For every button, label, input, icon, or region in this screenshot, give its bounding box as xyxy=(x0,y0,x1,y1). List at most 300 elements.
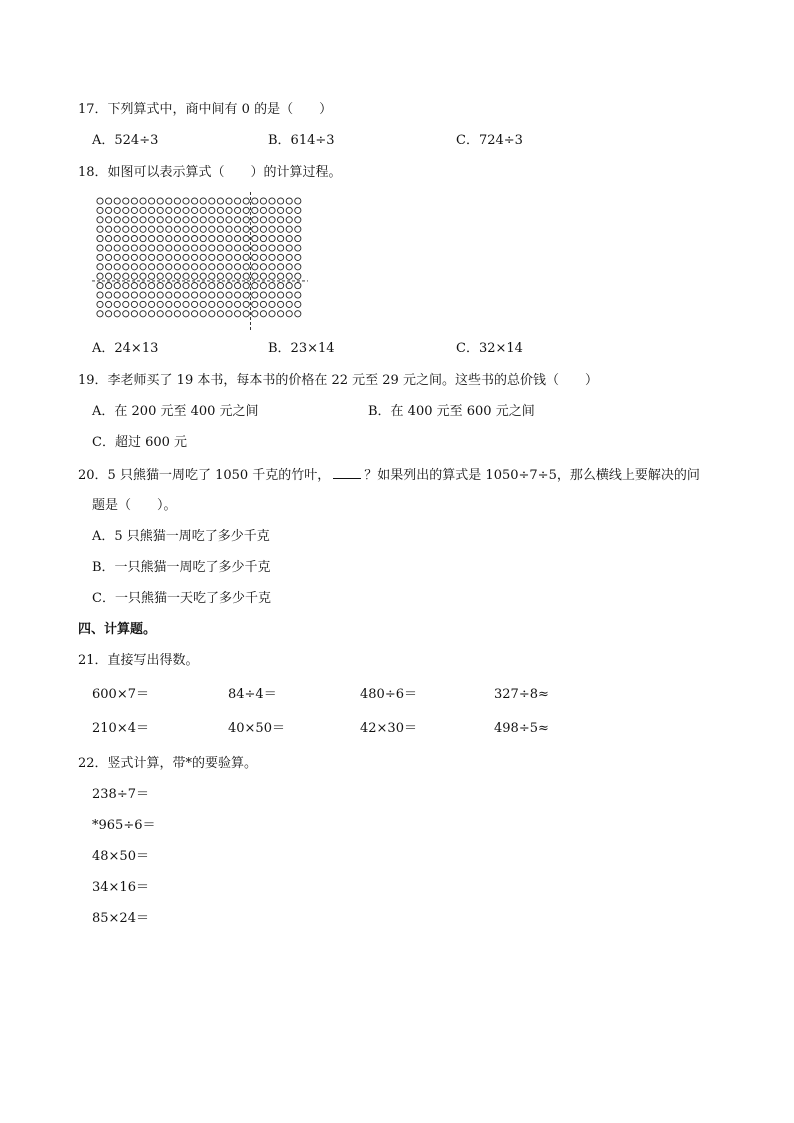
grid-dot xyxy=(114,198,120,204)
grid-dot xyxy=(166,292,172,298)
grid-dot xyxy=(295,311,301,317)
grid-dot xyxy=(260,226,266,232)
grid-dot xyxy=(174,236,180,242)
grid-dot xyxy=(149,207,155,213)
grid-dot xyxy=(278,245,284,251)
grid-dot xyxy=(235,254,241,260)
grid-dot xyxy=(183,207,189,213)
grid-dot xyxy=(157,254,163,260)
grid-dot xyxy=(97,207,103,213)
grid-dot xyxy=(278,264,284,270)
grid-dot xyxy=(278,207,284,213)
grid-dot xyxy=(106,217,112,223)
grid-dot xyxy=(140,254,146,260)
grid-dot xyxy=(174,254,180,260)
grid-dot xyxy=(106,236,112,242)
grid-dot xyxy=(252,311,258,317)
grid-dot xyxy=(131,264,137,270)
grid-dot xyxy=(192,292,198,298)
grid-dot xyxy=(140,217,146,223)
grid-dot xyxy=(269,264,275,270)
grid-dot xyxy=(217,236,223,242)
grid-dot xyxy=(226,217,232,223)
grid-dot xyxy=(286,226,292,232)
grid-dot xyxy=(140,292,146,298)
grid-dot xyxy=(226,273,232,279)
grid-dot xyxy=(252,254,258,260)
grid-dot xyxy=(269,217,275,223)
q20-option-b: B．一只熊猫一周吃了多少千克 xyxy=(92,560,271,575)
q22-item-4: 34×16＝ xyxy=(92,880,149,895)
grid-dot xyxy=(243,292,249,298)
grid-dot xyxy=(174,226,180,232)
grid-dot xyxy=(106,264,112,270)
q18-stem: 18．如图可以表示算式（ ）的计算过程。 xyxy=(78,165,342,180)
grid-dot xyxy=(286,283,292,289)
grid-dot xyxy=(252,283,258,289)
grid-dot xyxy=(252,217,258,223)
grid-dot xyxy=(217,273,223,279)
grid-dot xyxy=(183,301,189,307)
grid-dot xyxy=(295,273,301,279)
q20-stem-line1 xyxy=(78,466,700,485)
grid-dot xyxy=(252,245,258,251)
grid-dot xyxy=(226,245,232,251)
grid-dot xyxy=(123,301,129,307)
grid-dot xyxy=(149,264,155,270)
grid-dot xyxy=(114,311,120,317)
grid-dot xyxy=(123,245,129,251)
grid-dot xyxy=(192,198,198,204)
grid-dot xyxy=(286,245,292,251)
q21-r1-item-4: 327÷8≈ xyxy=(494,687,549,702)
grid-dot xyxy=(174,264,180,270)
grid-dot xyxy=(192,301,198,307)
grid-dot xyxy=(157,283,163,289)
q20-stem-part1: 20．5 只熊猫一周吃了 1050 千克的竹叶， xyxy=(78,468,331,483)
q17-option-c: C．724÷3 xyxy=(456,133,523,148)
grid-dot xyxy=(235,217,241,223)
grid-dot xyxy=(97,283,103,289)
grid-dot xyxy=(166,245,172,251)
grid-dot xyxy=(174,273,180,279)
grid-dot xyxy=(174,292,180,298)
grid-dot xyxy=(235,283,241,289)
q21-r2-item-2: 40×50＝ xyxy=(228,721,285,736)
grid-dot xyxy=(286,264,292,270)
grid-dot xyxy=(243,198,249,204)
grid-dot xyxy=(114,264,120,270)
grid-dot xyxy=(260,283,266,289)
grid-dot xyxy=(123,283,129,289)
grid-dot xyxy=(106,207,112,213)
grid-dot xyxy=(235,311,241,317)
grid-dot xyxy=(252,198,258,204)
grid-dot xyxy=(123,273,129,279)
grid-dot xyxy=(209,245,215,251)
grid-dot xyxy=(157,311,163,317)
grid-dot xyxy=(235,198,241,204)
grid-dot xyxy=(243,226,249,232)
grid-dot xyxy=(278,254,284,260)
grid-dot xyxy=(286,301,292,307)
grid-dot xyxy=(217,245,223,251)
grid-dot xyxy=(286,311,292,317)
grid-dot xyxy=(123,311,129,317)
grid-dot xyxy=(260,245,266,251)
grid-dot xyxy=(217,264,223,270)
grid-dot xyxy=(192,207,198,213)
grid-dot xyxy=(149,273,155,279)
grid-dot xyxy=(217,198,223,204)
grid-dot xyxy=(278,226,284,232)
grid-dot xyxy=(131,254,137,260)
grid-dot xyxy=(278,292,284,298)
grid-dot xyxy=(183,198,189,204)
grid-dot xyxy=(278,301,284,307)
grid-dot xyxy=(200,198,206,204)
grid-dot xyxy=(123,198,129,204)
grid-dot xyxy=(295,254,301,260)
grid-dot xyxy=(192,254,198,260)
grid-dot xyxy=(278,283,284,289)
q18-option-c: C．32×14 xyxy=(456,341,523,356)
grid-dot xyxy=(131,292,137,298)
grid-dot xyxy=(217,254,223,260)
grid-dot xyxy=(209,254,215,260)
grid-dot xyxy=(243,207,249,213)
grid-dot xyxy=(106,311,112,317)
grid-dot xyxy=(174,217,180,223)
grid-dot xyxy=(226,198,232,204)
grid-dot xyxy=(149,217,155,223)
q22-item-5: 85×24＝ xyxy=(92,911,149,926)
grid-dot xyxy=(123,292,129,298)
grid-dot xyxy=(252,226,258,232)
grid-dot xyxy=(278,311,284,317)
grid-dot xyxy=(183,311,189,317)
grid-dot xyxy=(114,245,120,251)
grid-dot xyxy=(123,264,129,270)
grid-dot xyxy=(97,236,103,242)
grid-dot xyxy=(278,273,284,279)
grid-dot xyxy=(166,198,172,204)
grid-dot xyxy=(200,226,206,232)
q19-option-b: B．在 400 元至 600 元之间 xyxy=(368,404,535,419)
grid-dot xyxy=(183,264,189,270)
q18-option-a: A．24×13 xyxy=(92,341,159,356)
grid-dot xyxy=(217,301,223,307)
grid-dot xyxy=(174,198,180,204)
q21-r2-item-3: 42×30＝ xyxy=(360,721,417,736)
grid-dot xyxy=(217,217,223,223)
grid-dot xyxy=(123,254,129,260)
grid-dot xyxy=(131,245,137,251)
grid-dot xyxy=(174,245,180,251)
grid-dot xyxy=(166,226,172,232)
grid-dot xyxy=(286,217,292,223)
grid-dot xyxy=(183,283,189,289)
q19-option-c: C．超过 600 元 xyxy=(92,435,188,450)
grid-dot xyxy=(106,245,112,251)
grid-dot xyxy=(243,245,249,251)
grid-dot xyxy=(260,264,266,270)
grid-dot xyxy=(192,236,198,242)
grid-dot xyxy=(192,273,198,279)
grid-dot xyxy=(252,292,258,298)
grid-dot xyxy=(123,226,129,232)
grid-dot xyxy=(157,217,163,223)
grid-dot xyxy=(140,264,146,270)
grid-dot xyxy=(260,198,266,204)
q22-item-3: 48×50＝ xyxy=(92,849,149,864)
grid-dot xyxy=(209,236,215,242)
grid-dot xyxy=(157,273,163,279)
grid-dot xyxy=(286,198,292,204)
grid-dot xyxy=(295,198,301,204)
grid-dot xyxy=(235,226,241,232)
q18-option-b: B．23×14 xyxy=(268,341,335,356)
grid-dot xyxy=(131,236,137,242)
grid-dot xyxy=(140,273,146,279)
q17-option-a: A．524÷3 xyxy=(92,133,159,148)
grid-dot xyxy=(295,226,301,232)
grid-dot xyxy=(260,311,266,317)
grid-dot xyxy=(106,198,112,204)
grid-dot xyxy=(97,311,103,317)
grid-dot xyxy=(226,301,232,307)
grid-dot xyxy=(269,301,275,307)
grid-dot xyxy=(114,226,120,232)
grid-dot xyxy=(166,217,172,223)
grid-dot xyxy=(235,292,241,298)
grid-dot xyxy=(114,292,120,298)
grid-dot xyxy=(252,236,258,242)
grid-dot xyxy=(183,217,189,223)
grid-dot xyxy=(286,292,292,298)
grid-dot xyxy=(157,207,163,213)
q21-r2-item-4: 498÷5≈ xyxy=(494,721,549,736)
grid-dot xyxy=(243,254,249,260)
grid-dot xyxy=(149,226,155,232)
grid-dot xyxy=(269,245,275,251)
grid-dot xyxy=(217,292,223,298)
grid-dot xyxy=(106,301,112,307)
grid-dot xyxy=(200,236,206,242)
grid-dot xyxy=(183,292,189,298)
grid-dot xyxy=(235,236,241,242)
grid-dot xyxy=(114,236,120,242)
q21-r1-item-2: 84÷4＝ xyxy=(228,687,277,702)
q22-item-1: 238÷7＝ xyxy=(92,787,149,802)
grid-dot xyxy=(131,311,137,317)
grid-dot xyxy=(183,236,189,242)
grid-dot xyxy=(286,207,292,213)
grid-dot xyxy=(183,273,189,279)
grid-dot xyxy=(140,283,146,289)
grid-dot xyxy=(149,311,155,317)
grid-dot xyxy=(295,217,301,223)
grid-dot xyxy=(295,301,301,307)
grid-dot xyxy=(192,283,198,289)
grid-dot xyxy=(123,236,129,242)
grid-dot xyxy=(97,273,103,279)
grid-dot xyxy=(140,311,146,317)
grid-dot xyxy=(209,198,215,204)
grid-dot xyxy=(140,226,146,232)
grid-dot xyxy=(157,198,163,204)
grid-dot xyxy=(269,273,275,279)
grid-dot xyxy=(295,207,301,213)
grid-dot xyxy=(174,311,180,317)
grid-dot xyxy=(97,264,103,270)
grid-dot xyxy=(243,283,249,289)
grid-dot xyxy=(97,292,103,298)
grid-dot xyxy=(131,273,137,279)
grid-dot xyxy=(260,217,266,223)
grid-dot xyxy=(235,245,241,251)
grid-dot xyxy=(243,273,249,279)
grid-dot xyxy=(192,264,198,270)
grid-dot xyxy=(97,217,103,223)
grid-dot xyxy=(149,198,155,204)
grid-dot xyxy=(209,273,215,279)
grid-dot xyxy=(295,245,301,251)
grid-dot xyxy=(286,273,292,279)
grid-dot xyxy=(243,264,249,270)
grid-dot xyxy=(200,283,206,289)
grid-dot xyxy=(243,311,249,317)
grid-dot xyxy=(200,273,206,279)
grid-dot xyxy=(131,217,137,223)
grid-dot xyxy=(157,226,163,232)
grid-dot xyxy=(209,283,215,289)
grid-dot xyxy=(226,207,232,213)
grid-dot xyxy=(192,226,198,232)
grid-dot xyxy=(97,301,103,307)
grid-dot xyxy=(149,283,155,289)
grid-dot xyxy=(252,273,258,279)
grid-dot xyxy=(192,311,198,317)
q21-r2-item-1: 210×4＝ xyxy=(92,721,149,736)
grid-dot xyxy=(269,292,275,298)
grid-dot xyxy=(295,264,301,270)
grid-dot xyxy=(226,311,232,317)
q20-answer-blank xyxy=(333,466,361,479)
grid-dot xyxy=(106,254,112,260)
grid-dot xyxy=(166,283,172,289)
grid-dot xyxy=(114,273,120,279)
grid-dot xyxy=(157,245,163,251)
grid-dot xyxy=(157,301,163,307)
q22-item-2: *965÷6＝ xyxy=(92,818,156,833)
grid-dot xyxy=(149,254,155,260)
grid-dot xyxy=(269,254,275,260)
grid-dot xyxy=(166,207,172,213)
grid-dot xyxy=(174,301,180,307)
grid-dot xyxy=(269,198,275,204)
grid-dot xyxy=(166,254,172,260)
grid-dot xyxy=(157,292,163,298)
grid-dot xyxy=(97,245,103,251)
grid-dot xyxy=(286,236,292,242)
q20-option-a: A．5 只熊猫一周吃了多少千克 xyxy=(92,529,270,544)
grid-dot xyxy=(183,254,189,260)
q21-r1-item-1: 600×7＝ xyxy=(92,687,149,702)
grid-dot xyxy=(157,236,163,242)
grid-dot xyxy=(235,207,241,213)
grid-dot xyxy=(183,245,189,251)
grid-dot xyxy=(209,217,215,223)
grid-dot xyxy=(269,207,275,213)
section-4-title: 四、计算题。 xyxy=(78,622,157,637)
grid-dot xyxy=(200,245,206,251)
grid-dot xyxy=(278,217,284,223)
grid-dot xyxy=(226,292,232,298)
grid-dot xyxy=(131,301,137,307)
grid-dot xyxy=(166,264,172,270)
grid-dot xyxy=(114,207,120,213)
grid-dot xyxy=(295,283,301,289)
grid-dot xyxy=(114,217,120,223)
grid-dot xyxy=(97,226,103,232)
grid-dot xyxy=(200,254,206,260)
grid-dot xyxy=(209,207,215,213)
grid-dot xyxy=(192,245,198,251)
grid-dot xyxy=(260,236,266,242)
grid-dot xyxy=(149,301,155,307)
grid-dot xyxy=(114,283,120,289)
grid-dot xyxy=(97,254,103,260)
grid-dot xyxy=(278,236,284,242)
q21-stem: 21．直接写出得数。 xyxy=(78,653,199,668)
grid-dot xyxy=(140,207,146,213)
grid-dot xyxy=(174,207,180,213)
grid-dot xyxy=(217,207,223,213)
grid-dot xyxy=(200,301,206,307)
grid-dot xyxy=(200,217,206,223)
grid-dot xyxy=(114,301,120,307)
q17-option-b: B．614÷3 xyxy=(268,133,335,148)
grid-dot xyxy=(131,283,137,289)
grid-dot xyxy=(157,264,163,270)
grid-dot xyxy=(140,236,146,242)
grid-dot xyxy=(200,311,206,317)
grid-dot xyxy=(106,292,112,298)
grid-dot xyxy=(235,273,241,279)
grid-dot xyxy=(260,254,266,260)
grid-dot xyxy=(269,311,275,317)
grid-dot xyxy=(235,301,241,307)
grid-dot xyxy=(269,226,275,232)
grid-dot xyxy=(140,301,146,307)
grid-dot xyxy=(217,226,223,232)
q20-stem-part2: ？如果列出的算式是 1050÷7÷5，那么横线上要解决的问 xyxy=(364,468,700,483)
q19-option-a: A．在 200 元至 400 元之间 xyxy=(92,404,259,419)
grid-dot xyxy=(166,236,172,242)
dot-array-figure xyxy=(92,192,310,332)
grid-dot xyxy=(149,245,155,251)
q20-option-c: C．一只熊猫一天吃了多少千克 xyxy=(92,591,271,606)
grid-dot xyxy=(252,264,258,270)
grid-dot xyxy=(131,198,137,204)
grid-dot xyxy=(278,198,284,204)
q22-stem: 22．竖式计算，带*的要验算。 xyxy=(78,756,258,771)
grid-dot xyxy=(209,292,215,298)
grid-dot xyxy=(200,207,206,213)
grid-dot xyxy=(174,283,180,289)
grid-dot xyxy=(226,283,232,289)
